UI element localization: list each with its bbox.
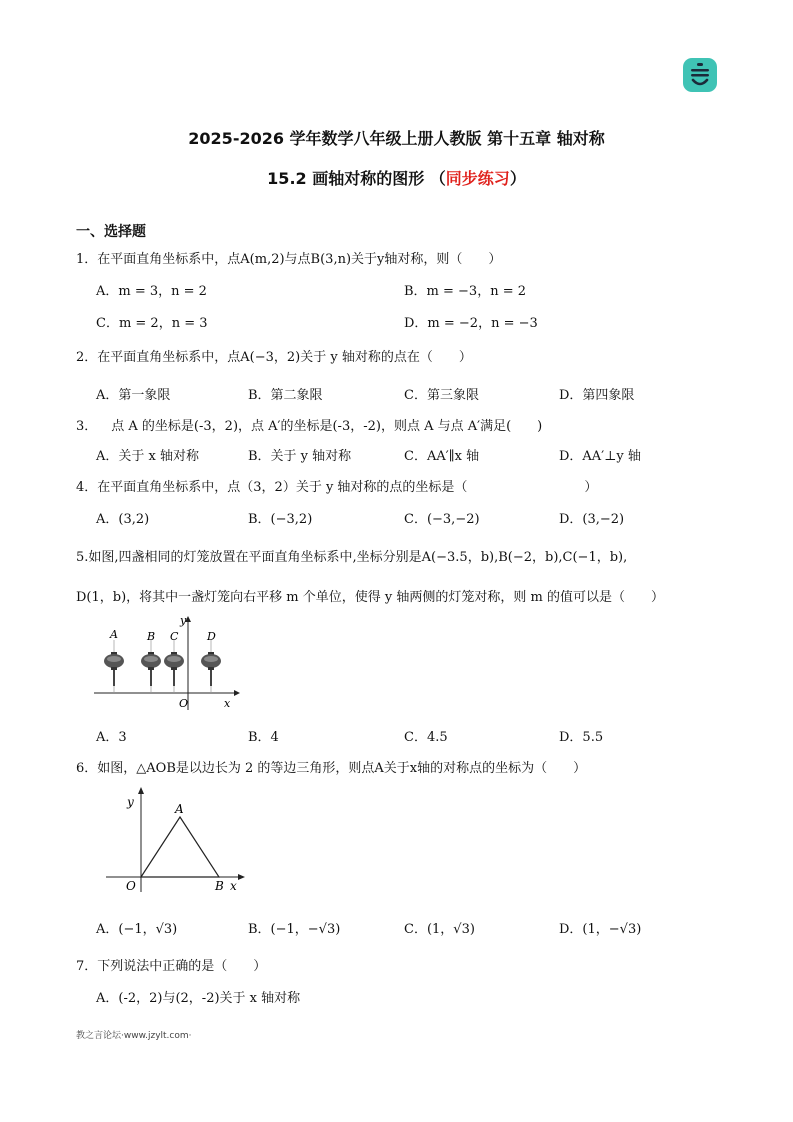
lantern-d-icon: [201, 630, 221, 693]
question-stem: 下列说法中正确的是（ ）: [97, 959, 267, 974]
y-axis-arrow-icon: [138, 787, 144, 794]
section-heading: 一、选择题: [76, 224, 146, 240]
vertex-a-label: A: [175, 802, 184, 816]
y-axis-label: y: [127, 795, 134, 809]
subtitle-highlight: 同步练习: [445, 169, 510, 188]
q6-option-d: D．(1，−√3): [559, 922, 642, 937]
q3-option-b: B．关于 y 轴对称: [248, 449, 352, 464]
question-2: [76, 346, 472, 365]
q5-option-a: A．3: [96, 730, 127, 745]
q4-option-a: A．(3,2): [96, 512, 150, 527]
q5-option-d: D．5.5: [559, 730, 604, 745]
question-7: [76, 955, 266, 974]
footer-watermark: 教之言论坛·www.jzylt.com·: [76, 1031, 192, 1041]
q2-option-b: B．第二象限: [248, 388, 323, 403]
y-axis-label: y: [180, 614, 187, 627]
question-stem: 在平面直角坐标系中，点A(m,2)与点B(3,n)关于y轴对称，则（ ）: [97, 252, 502, 267]
question-stem: 如图,四盏相同的灯笼放置在平面直角坐标系中,坐标分别是A(−3.5，b),B(−2，b),C(−1，b),: [88, 550, 628, 565]
doc-subtitle: [0, 166, 793, 189]
question-number: 5.: [76, 550, 89, 565]
q4-option-b: B．(−3,2): [248, 512, 313, 527]
question-stem: 点 A 的坐标是(-3，2)，点 A′的坐标是(-3，-2)，则点 A 与点 A′满足( ): [111, 419, 543, 434]
notebook-logo-icon: [682, 57, 718, 93]
lantern-a-icon: [104, 628, 124, 693]
lantern-label-a: A: [110, 628, 118, 641]
x-axis-arrow-icon: [234, 690, 240, 696]
q5-figure-lanterns: [88, 614, 248, 714]
q7-option-a: A．(-2，2)与(2，-2)关于 x 轴对称: [96, 991, 301, 1006]
question-stem: 在平面直角坐标系中，点（3，2）关于 y 轴对称的点的坐标是（ ）: [97, 480, 598, 495]
q2-option-d: D．第四象限: [559, 388, 635, 403]
question-3: [76, 415, 542, 434]
question-stem: 如图，△AOB是以边长为 2 的等边三角形，则点A关于x轴的对称点的坐标为（ ）: [97, 761, 587, 776]
x-axis-arrow-icon: [238, 874, 245, 880]
question-1: [76, 248, 501, 267]
origin-label: O: [179, 697, 189, 710]
question-6: [76, 757, 586, 776]
origin-label: O: [126, 879, 136, 893]
logo: [682, 57, 718, 93]
q3-option-a: A．关于 x 轴对称: [96, 449, 199, 464]
subtitle-suffix: ）: [509, 169, 526, 188]
question-stem: 在平面直角坐标系中，点A(−3，2)关于 y 轴对称的点在（ ）: [97, 350, 472, 365]
question-number: 6．: [76, 761, 98, 776]
question-4: [76, 476, 597, 495]
lantern-label-c: C: [170, 630, 179, 643]
question-number: 4．: [76, 480, 98, 495]
q1-option-a: A．m = 3，n = 2: [96, 284, 207, 299]
x-axis-label: x: [224, 697, 231, 710]
q6-option-c: C．(1，√3): [404, 922, 475, 937]
question-number: 3．: [76, 419, 98, 434]
triangle-aob: [141, 817, 219, 877]
q2-option-a: A．第一象限: [96, 388, 171, 403]
q1-option-c: C．m = 2，n = 3: [96, 316, 208, 331]
q4-option-c: C．(−3,−2): [404, 512, 480, 527]
q5-option-b: B．4: [248, 730, 279, 745]
question-5: [76, 546, 627, 565]
question-number: 7．: [76, 959, 98, 974]
vertex-b-label: B: [215, 879, 224, 893]
lantern-b-icon: [141, 630, 161, 693]
question-number: 2．: [76, 350, 98, 365]
q1-option-b: B．m = −3，n = 2: [404, 284, 527, 299]
q1-option-d: D．m = −2，n = −3: [404, 316, 538, 331]
q6-option-b: B．(−1，−√3): [248, 922, 341, 937]
question-number: 1．: [76, 252, 98, 267]
q6-figure-triangle: [100, 786, 250, 896]
lantern-label-d: D: [207, 630, 216, 643]
q4-option-d: D．(3,−2): [559, 512, 625, 527]
q3-option-c: C．AA′∥x 轴: [404, 449, 480, 464]
q2-option-c: C．第三象限: [404, 388, 479, 403]
lantern-label-b: B: [147, 630, 156, 643]
q5-option-c: C．4.5: [404, 730, 448, 745]
q6-option-a: A．(−1，√3): [96, 922, 178, 937]
q3-option-d: D．AA′⊥y 轴: [559, 449, 641, 464]
x-axis-label: x: [230, 879, 237, 893]
lantern-c-icon: [164, 630, 184, 693]
doc-title: 2025-2026 学年数学八年级上册人教版 第十五章 轴对称: [188, 129, 605, 148]
question-5-line2: D(1，b)，将其中一盏灯笼向右平移 m 个单位，使得 y 轴两侧的灯笼对称，则 m 的值可以是（ ）: [76, 590, 664, 605]
subtitle-prefix: 15.2 画轴对称的图形 （: [267, 169, 446, 188]
